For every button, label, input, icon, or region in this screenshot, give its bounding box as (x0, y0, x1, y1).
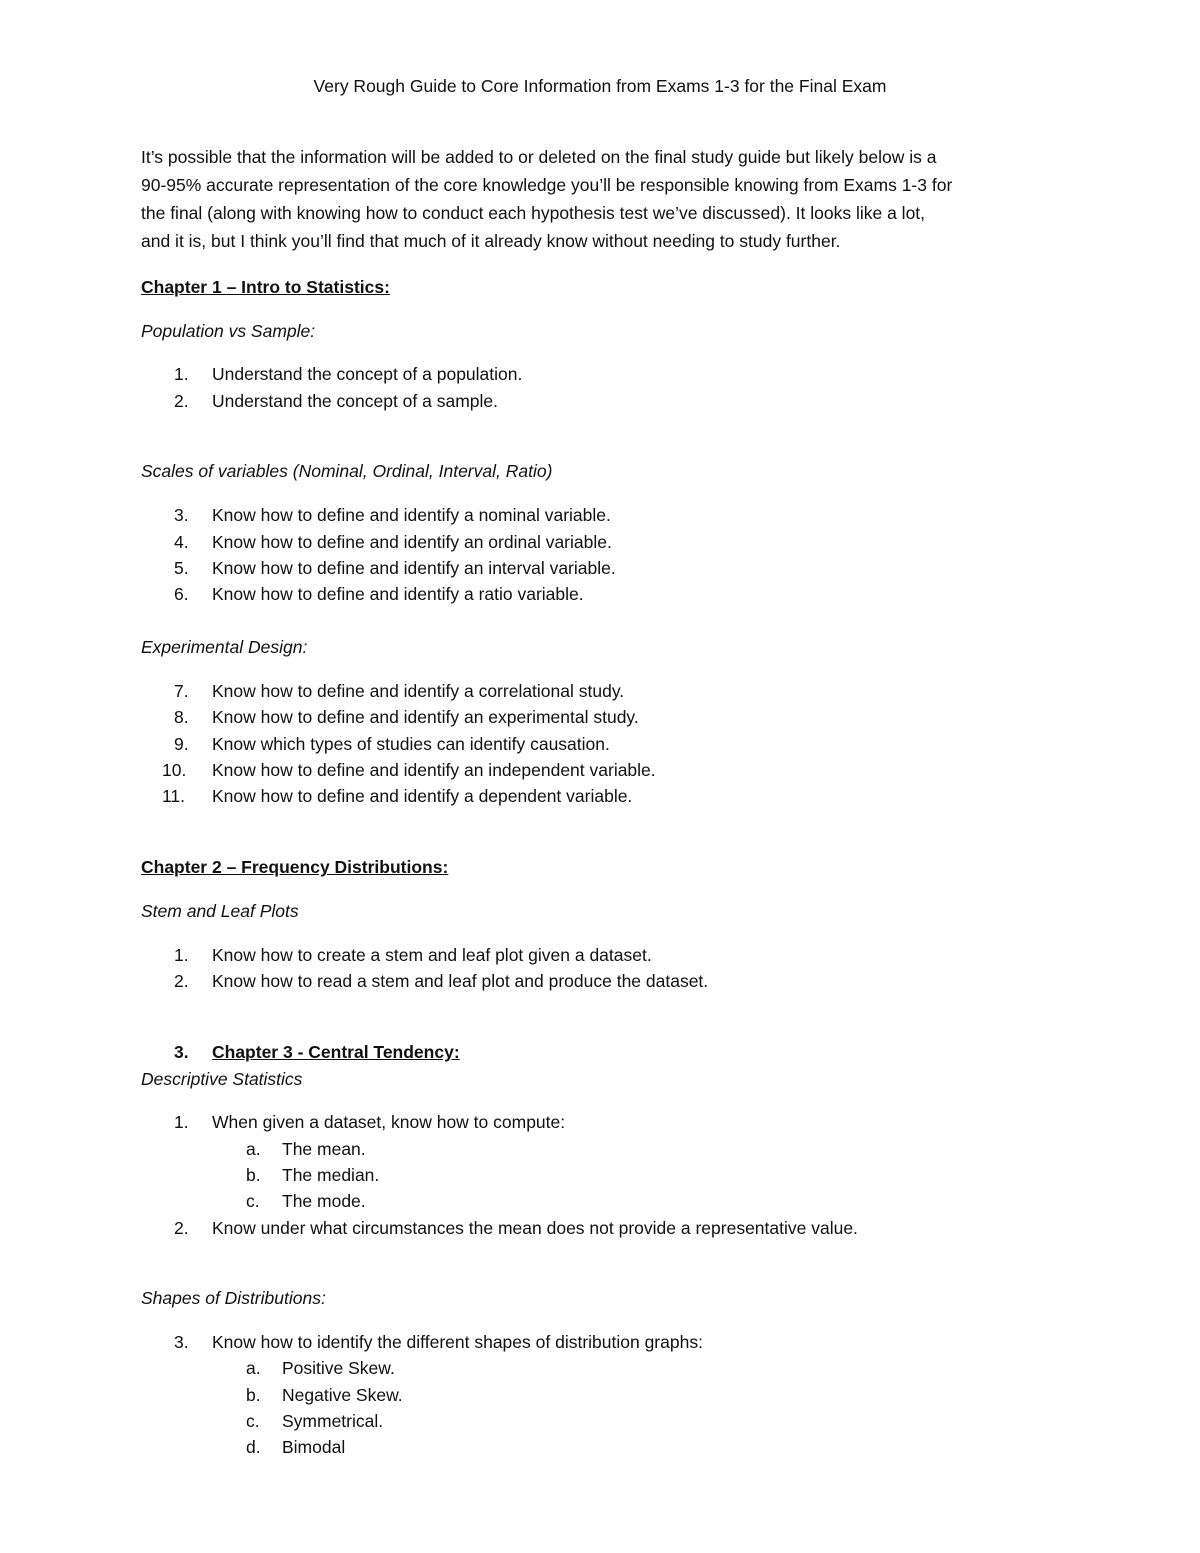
list-number: 1. (174, 364, 189, 384)
list-number: 2. (174, 1218, 189, 1238)
list-text: Know how to define and identify an experimental study. (212, 707, 639, 727)
list-number: 1. (174, 945, 189, 965)
intro-line-2: 90-95% accurate representation of the core knowledge you’ll be responsible knowing from Exams 1-3 for (141, 175, 953, 195)
list-number: 3. (174, 1332, 189, 1352)
list-letter: d. (246, 1437, 261, 1457)
list-text: Know how to read a stem and leaf plot and produce the dataset. (212, 971, 709, 991)
chapter-2-heading: Chapter 2 – Frequency Distributions: (141, 857, 449, 877)
list-number: 3. (174, 1042, 189, 1062)
list-number: 7. (174, 681, 189, 701)
list-text: Negative Skew. (282, 1385, 403, 1405)
intro-line-1: It’s possible that the information will be added to or deleted on the final study guide but likely below is a (141, 147, 937, 167)
list-text: Know how to define and identify a ratio variable. (212, 584, 584, 604)
list-number: 10. (162, 760, 187, 780)
list-number: 3. (174, 505, 189, 525)
list-number: 2. (174, 391, 189, 411)
list-number: 2. (174, 971, 189, 991)
list-number: 8. (174, 707, 189, 727)
list-text: Understand the concept of a population. (212, 364, 523, 384)
list-text: Know how to create a stem and leaf plot given a dataset. (212, 945, 652, 965)
list-text: Know how to define and identify an interval variable. (212, 558, 616, 578)
list-number: 1. (174, 1112, 189, 1132)
list-number: 4. (174, 532, 189, 552)
list-number: 9. (174, 734, 189, 754)
list-text: Know how to define and identify an ordinal variable. (212, 532, 612, 552)
intro-line-4: and it is, but I think you’ll find that much of it already know without needing to study further. (141, 231, 841, 251)
chapter-1-heading: Chapter 1 – Intro to Statistics: (141, 277, 390, 297)
list-letter: b. (246, 1385, 261, 1405)
list-text: Understand the concept of a sample. (212, 391, 499, 411)
section-experimental-design: Experimental Design: (141, 637, 308, 657)
section-descriptive-statistics: Descriptive Statistics (141, 1069, 303, 1089)
list-text: Know how to define and identify a dependent variable. (212, 786, 633, 806)
section-scales-of-variables: Scales of variables (Nominal, Ordinal, Interval, Ratio) (141, 461, 553, 481)
chapter-3-heading: Chapter 3 - Central Tendency: (212, 1042, 460, 1062)
list-number: 6. (174, 584, 189, 604)
intro-line-3: the final (along with knowing how to conduct each hypothesis test we’ve discussed). It looks like a lot, (141, 203, 926, 223)
section-shapes-of-distributions: Shapes of Distributions: (141, 1288, 326, 1308)
list-text: Know how to define and identify a nominal variable. (212, 505, 611, 525)
section-population-vs-sample: Population vs Sample: (141, 321, 316, 341)
list-text: Symmetrical. (282, 1411, 384, 1431)
document-title: Very Rough Guide to Core Information from Exams 1-3 for the Final Exam (313, 76, 887, 96)
list-letter: b. (246, 1165, 261, 1185)
section-stem-and-leaf: Stem and Leaf Plots (141, 901, 299, 921)
list-text: Know how to identify the different shapes of distribution graphs: (212, 1332, 703, 1352)
list-letter: a. (246, 1358, 261, 1378)
list-text: Know which types of studies can identify causation. (212, 734, 610, 754)
list-text: When given a dataset, know how to compute: (212, 1112, 566, 1132)
list-text: Know how to define and identify a correlational study. (212, 681, 625, 701)
list-letter: c. (246, 1411, 260, 1431)
list-number: 5. (174, 558, 189, 578)
list-text: Positive Skew. (282, 1358, 395, 1378)
list-letter: a. (246, 1139, 261, 1159)
list-text: The mode. (282, 1191, 366, 1211)
list-text: Know how to define and identify an independent variable. (212, 760, 656, 780)
list-letter: c. (246, 1191, 260, 1211)
list-text: Know under what circumstances the mean does not provide a representative value. (212, 1218, 858, 1238)
list-text: Bimodal (282, 1437, 346, 1457)
list-number: 11. (162, 786, 186, 806)
list-text: The mean. (282, 1139, 366, 1159)
list-text: The median. (282, 1165, 380, 1185)
